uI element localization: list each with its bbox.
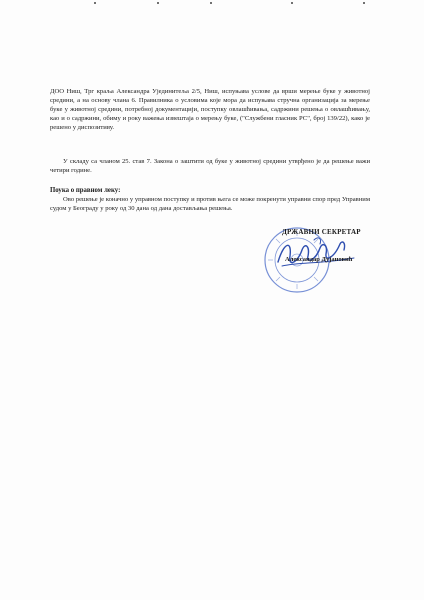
signatory-title: ДРЖАВНИ СЕКРЕТАР: [282, 228, 361, 236]
paragraph-2: У складу са чланом 25. став 7. Закона о заштити од буке у животној средини утврђено је да решење важи четири године.: [50, 158, 370, 174]
validity-paragraph: [50, 158, 370, 176]
scan-marks: [0, 0, 424, 12]
remedy-text: Ово решење је коначно у управном поступку и против њега се може покренути управни спор пред Управним судом у Београду у року од 30 дана од дана достављања решења.: [50, 196, 370, 212]
handwritten-signature-icon: [270, 232, 362, 276]
paragraph-1: ДОО Ниш, Трг краља Александра Ујединитеља 2/5, Ниш, испуњава услове да врши мерење буке у животној средини, а на основу члана 6. Правилника о условима које мора да испуњава стручна организација за мерење буке у животној средини, потребној документацији, поступку овлашћивања, садржини решења о овлашћивању, као и о садржини, обиму и року важења извештаја о мерењу буке, ("Службени гласник РС", број 139/22), како је решено у диспозитиву.: [50, 88, 370, 131]
main-paragraph: [50, 88, 370, 133]
remedy-section: [50, 196, 370, 214]
signatory-name: Александар Дујановић: [285, 256, 353, 263]
remedy-heading: Поука о правном леку:: [50, 187, 121, 194]
